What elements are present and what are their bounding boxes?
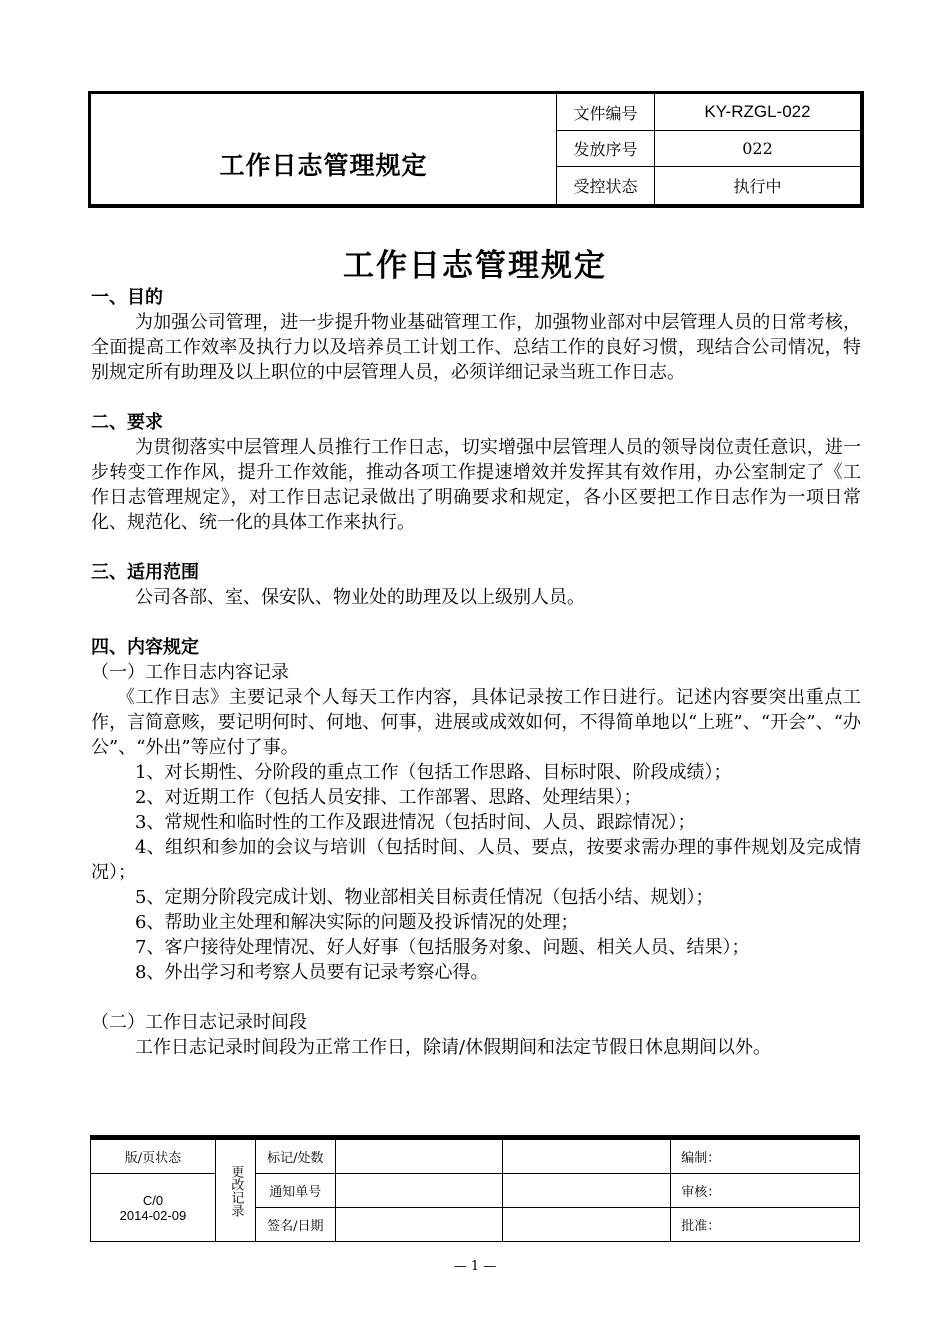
subsection-heading: （二）工作日志记录时间段: [91, 1012, 307, 1033]
row-label: 签名/日期: [255, 1208, 335, 1242]
list-item: 4、组织和参加的会议与培训（包括时间、人员、要点，按要求需办理的事件规划及完成情况）；: [91, 837, 861, 883]
empty-cell: [335, 1208, 503, 1242]
change-record-label-cell: [215, 1140, 255, 1242]
list-item: 5、定期分阶段完成计划、物业部相关目标责任情况（包括小结、规划）；: [135, 887, 714, 908]
issue-number-value: 022: [742, 139, 773, 158]
empty-cell: [503, 1208, 671, 1242]
control-status-value: 执行中: [733, 177, 782, 196]
section-paragraph: 公司各部、室、保安队、物业处的助理及以上级别人员。: [135, 587, 585, 608]
empty-cell: [335, 1174, 503, 1208]
version-value: C/0: [142, 1192, 164, 1208]
list-item: 8、外出学习和考察人员要有记录考察心得。: [135, 962, 489, 983]
page-number: — 1 —: [453, 1259, 497, 1274]
version-value-cell: [91, 1174, 216, 1242]
header-label: 发放序号: [557, 131, 655, 166]
header-label: 文件编号: [557, 94, 655, 130]
sign-label: 批准：: [671, 1208, 860, 1242]
document-body: [91, 285, 861, 1060]
section-paragraph: 为贯彻落实中层管理人员推行工作日志，切实增强中层管理人员的领导岗位责任意识，进一步转变工作作风，提升工作效能，推动各项工作提速增效并发挥其有效作用，办公室制定了《工作日志管理规定》，对工作日志记录做出了明确要求和规定，各小区要把工作日志作为一项日常化、规范化、统一化的具体工作来执行。: [91, 437, 861, 533]
document-title: 工作日志管理规定: [343, 248, 607, 284]
empty-cell: [503, 1140, 671, 1174]
row-label: 标记/处数: [255, 1140, 335, 1174]
version-label: 版/页状态: [91, 1140, 216, 1174]
section-paragraph: 为加强公司管理，进一步提升物业基础管理工作，加强物业部对中层管理人员的日常考核，全面提高工作效率及执行力以及培养员工计划工作、总结工作的良好习惯，现结合公司情况，特别规定所有助理及以上职位的中层管理人员，必须详细记录当班工作日志。: [91, 312, 861, 383]
list-item: 2、对近期工作（包括人员安排、工作部署、思路、处理结果）；: [135, 787, 642, 808]
header-info-grid: [556, 94, 860, 204]
section-paragraph: 《工作日志》主要记录个人每天工作内容，具体记录按工作日进行。记述内容要突出重点工作，言简意赅，要记明何时、何地、何事，进展或成效如何，不得简单地以“上班”、“开会”、“办公”、“外出”等应付了事。: [91, 687, 861, 758]
header-row-control-status: [557, 167, 860, 204]
version-date: 2014-02-09: [119, 1207, 187, 1223]
empty-cell: [503, 1174, 671, 1208]
section-paragraph: 工作日志记录时间段为正常工作日，除请/休假期间和法定节假日休息期间以外。: [135, 1037, 772, 1058]
list-item: 3、常规性和临时性的工作及跟进情况（包括时间、人员、跟踪情况）；: [135, 812, 696, 833]
header-label: 受控状态: [557, 167, 655, 204]
list-item: 1、对长期性、分阶段的重点工作（包括工作思路、目标时限、阶段成绩）；: [135, 762, 732, 783]
header-title: 工作日志管理规定: [219, 151, 428, 180]
change-record-label: 更改记录: [228, 1164, 244, 1217]
list-item: 7、客户接待处理情况、好人好事（包括服务对象、问题、相关人员、结果）；: [135, 937, 750, 958]
header-row-issue-number: [557, 131, 860, 167]
header-table: [88, 91, 864, 208]
header-row-file-number: [557, 94, 860, 131]
row-label: 通知单号: [255, 1174, 335, 1208]
section-heading: 四、内容规定: [91, 637, 199, 658]
empty-cell: [335, 1140, 503, 1174]
section-heading: 二、要求: [91, 412, 163, 433]
section-heading: 一、目的: [91, 287, 163, 308]
subsection-heading: （一）工作日志内容记录: [91, 662, 289, 683]
sign-label: 审核：: [671, 1174, 860, 1208]
sign-label: 编制：: [671, 1140, 860, 1174]
change-record-table: [90, 1139, 860, 1242]
list-item: 6、帮助业主处理和解决实际的问题及投诉情况的处理；: [135, 912, 579, 933]
section-heading: 三、适用范围: [91, 562, 199, 583]
file-number-value: KY-RZGL-022: [704, 102, 811, 121]
